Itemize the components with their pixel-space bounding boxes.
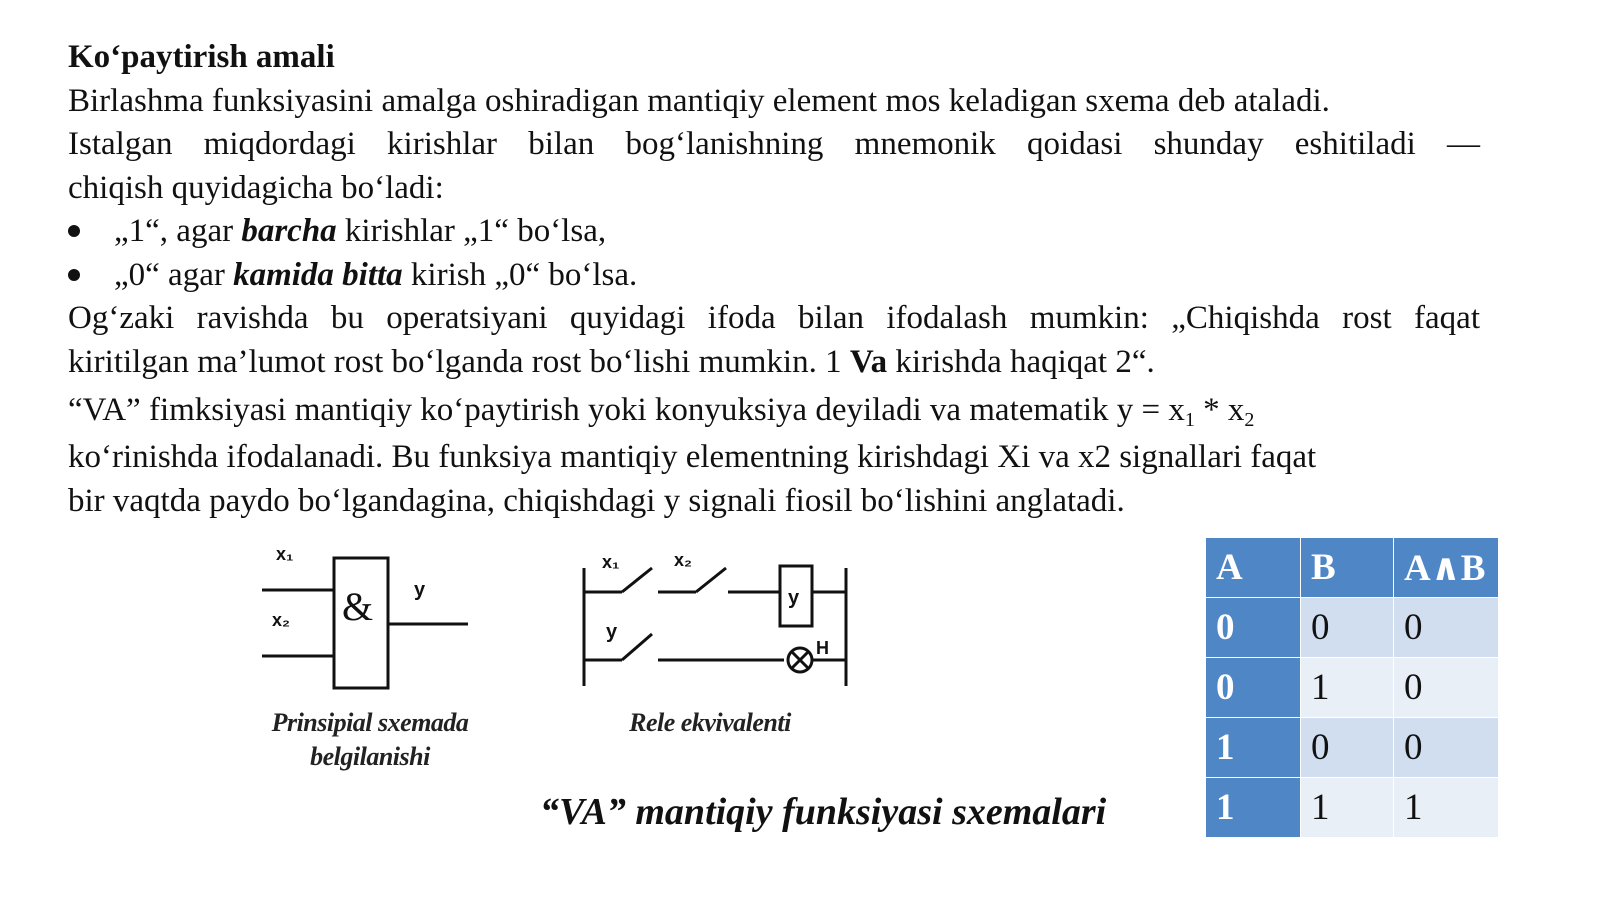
paragraph-rule-line2: chiqish quyidagicha boʻladi: bbox=[68, 169, 444, 206]
contact-x2 bbox=[696, 568, 726, 592]
paragraph-formula-line1: “VA” fimksiyasi mantiqiy koʻpaytirish yoki konyuksiya deyiladi va matematik $y = x_1 * x_2$ bbox=[68, 392, 1255, 431]
gate-label-x1: x₁ bbox=[276, 544, 294, 564]
truth-table-header-row bbox=[1206, 538, 1499, 598]
header-a-and-b: A∧B bbox=[1394, 538, 1499, 598]
relay-label-x2: x₂ bbox=[674, 550, 693, 570]
paragraph-oral-line1: Ogʻzaki ravishda bu operatsiyani quyidagi ifoda bilan ifodalash mumkin: „Chiqishda rost faqat bbox=[68, 300, 1480, 336]
gate-caption: Prinsipial sxemada belgilanishi bbox=[271, 708, 469, 771]
bold-va: Va bbox=[849, 343, 888, 380]
paragraph-formula-line3: bir vaqtda paydo boʻlgandagina, chiqishdagi y signali fiosil boʻlishini anglatadi. bbox=[68, 482, 1125, 519]
bullet-item-all-ones: „1“, agar barcha kirishlar „1“ boʻlsa, bbox=[68, 210, 1480, 254]
gate-label-y: y bbox=[414, 579, 426, 601]
rule-bullet-list bbox=[68, 210, 1480, 297]
relay-label-x1: x₁ bbox=[602, 552, 620, 572]
truth-table bbox=[1205, 537, 1499, 838]
header-b: B bbox=[1301, 538, 1394, 598]
contact-y bbox=[622, 634, 652, 660]
header-a: A bbox=[1206, 538, 1301, 598]
section-heading: Koʻpaytirish amali bbox=[68, 39, 335, 75]
bullet-dot-icon bbox=[68, 269, 80, 281]
relay-coil-label: y bbox=[788, 587, 800, 609]
paragraph-definition: Birlashma funksiyasini amalga oshiradigan mantiqiy element mos keladigan sxema deb ataladi. bbox=[68, 82, 1330, 119]
relay-equivalent-circuit bbox=[584, 566, 846, 686]
figure-caption: “VA” mantiqiy funksiyasi sxemalari bbox=[540, 791, 1107, 833]
gate-and-symbol: & bbox=[342, 584, 374, 629]
gate-label-x2: x₂ bbox=[272, 610, 291, 630]
table-row: 1 0 0 bbox=[1206, 718, 1499, 778]
table-row: 0 0 0 bbox=[1206, 598, 1499, 658]
bullet-dot-icon bbox=[68, 225, 80, 237]
emphasis-kamida-bitta: kamida bitta bbox=[233, 256, 403, 293]
emphasis-barcha: barcha bbox=[241, 213, 337, 249]
table-row: 1 1 1 bbox=[1206, 778, 1499, 838]
and-gate-diagrams bbox=[250, 530, 890, 790]
text-content bbox=[68, 36, 1480, 523]
relay-caption: Rele ekvivalenti bbox=[629, 708, 791, 737]
paragraph-rule-line1: Istalgan miqdordagi kirishlar bilan bogʻlanishning mnemonik qoidasi shunday eshitiladi — bbox=[68, 126, 1480, 162]
relay-lamp-label: H bbox=[816, 638, 829, 658]
contact-x1 bbox=[622, 568, 652, 592]
paragraph-oral-line2: kiritilgan ma’lumot rost boʻlganda rost boʻlishi mumkin. 1 Va kirishda haqiqat 2“. bbox=[68, 343, 1155, 380]
relay-label-y: y bbox=[606, 621, 618, 643]
bullet-item-any-zero: „0“ agar kamida bitta kirish „0“ boʻlsa. bbox=[68, 254, 1480, 298]
table-row: 0 1 0 bbox=[1206, 658, 1499, 718]
paragraph-formula-line2: koʻrinishda ifodalanadi. Bu funksiya mantiqiy elementning kirishdagi Xi va x2 signallari faqat bbox=[68, 439, 1317, 475]
